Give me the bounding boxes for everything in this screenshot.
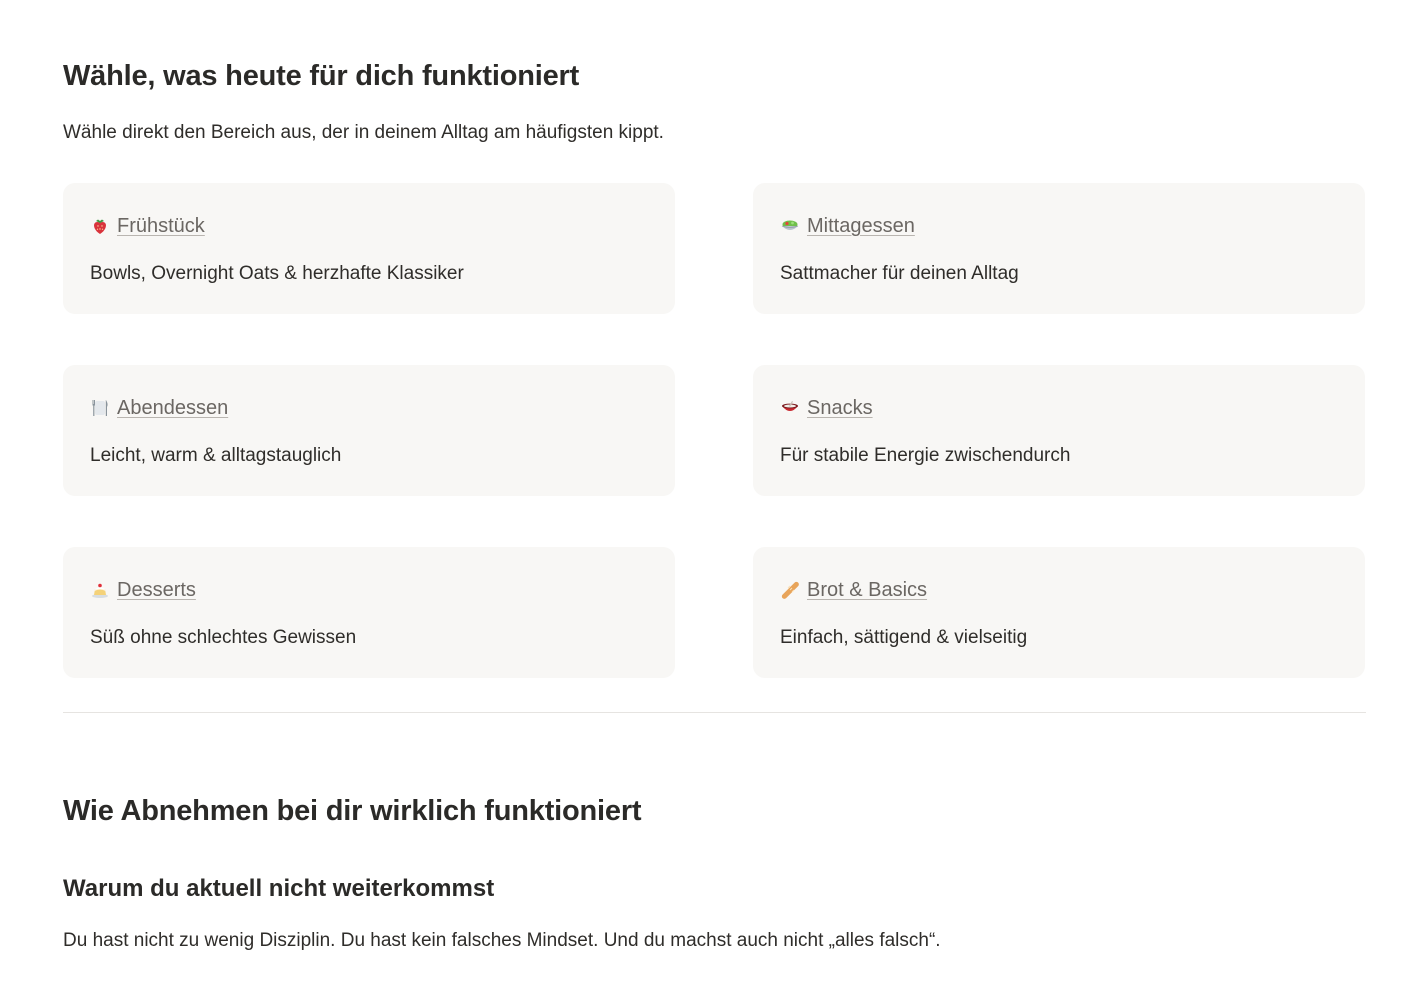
card-title-row	[90, 213, 205, 239]
category-card-brot-basics[interactable]	[753, 547, 1365, 678]
bowl-icon	[780, 398, 800, 418]
card-title-link[interactable]: Brot & Basics	[807, 578, 928, 601]
cake-icon	[90, 580, 110, 600]
fork-knife-icon	[90, 398, 110, 418]
category-card-desserts[interactable]	[63, 547, 675, 678]
category-card-mittagessen[interactable]	[753, 183, 1365, 314]
card-title-link[interactable]: Frühstück	[117, 214, 205, 237]
card-title-row	[780, 395, 873, 421]
article-heading: Wie Abnehmen bei dir wirklich funktioniert	[63, 795, 642, 827]
category-card-abendessen[interactable]	[63, 365, 675, 496]
card-title-row	[90, 577, 196, 603]
strawberry-icon	[90, 216, 110, 236]
section-intro: Wähle direkt den Bereich aus, der in deinem Alltag am häufigsten kippt.	[63, 122, 664, 143]
card-title-link[interactable]: Abendessen	[117, 396, 229, 419]
section-title: Wähle, was heute für dich funktioniert	[63, 60, 580, 92]
card-description: Für stabile Energie zwischendurch	[780, 445, 1071, 466]
card-description: Leicht, warm & alltagstauglich	[90, 445, 342, 466]
category-card-fruehstueck[interactable]	[63, 183, 675, 314]
card-title-row	[90, 395, 228, 421]
card-description: Einfach, sättigend & vielseitig	[780, 627, 1028, 648]
card-title-link[interactable]: Desserts	[117, 578, 196, 601]
bread-icon	[780, 580, 800, 600]
card-title-row	[780, 213, 915, 239]
section-divider	[63, 712, 1366, 713]
card-description: Bowls, Overnight Oats & herzhafte Klassiker	[90, 263, 464, 284]
card-title-row	[780, 577, 927, 603]
salad-icon	[780, 216, 800, 236]
card-title-link[interactable]: Snacks	[807, 396, 873, 419]
card-description: Süß ohne schlechtes Gewissen	[90, 627, 357, 648]
card-title-link[interactable]: Mittagessen	[807, 214, 915, 237]
card-description: Sattmacher für deinen Alltag	[780, 263, 1019, 284]
article-paragraph: Du hast nicht zu wenig Disziplin. Du hast kein falsches Mindset. Und du machst auch nicht „alles falsch“.	[63, 930, 941, 951]
category-card-snacks[interactable]	[753, 365, 1365, 496]
article-subheading: Warum du aktuell nicht weiterkommst	[63, 875, 495, 902]
